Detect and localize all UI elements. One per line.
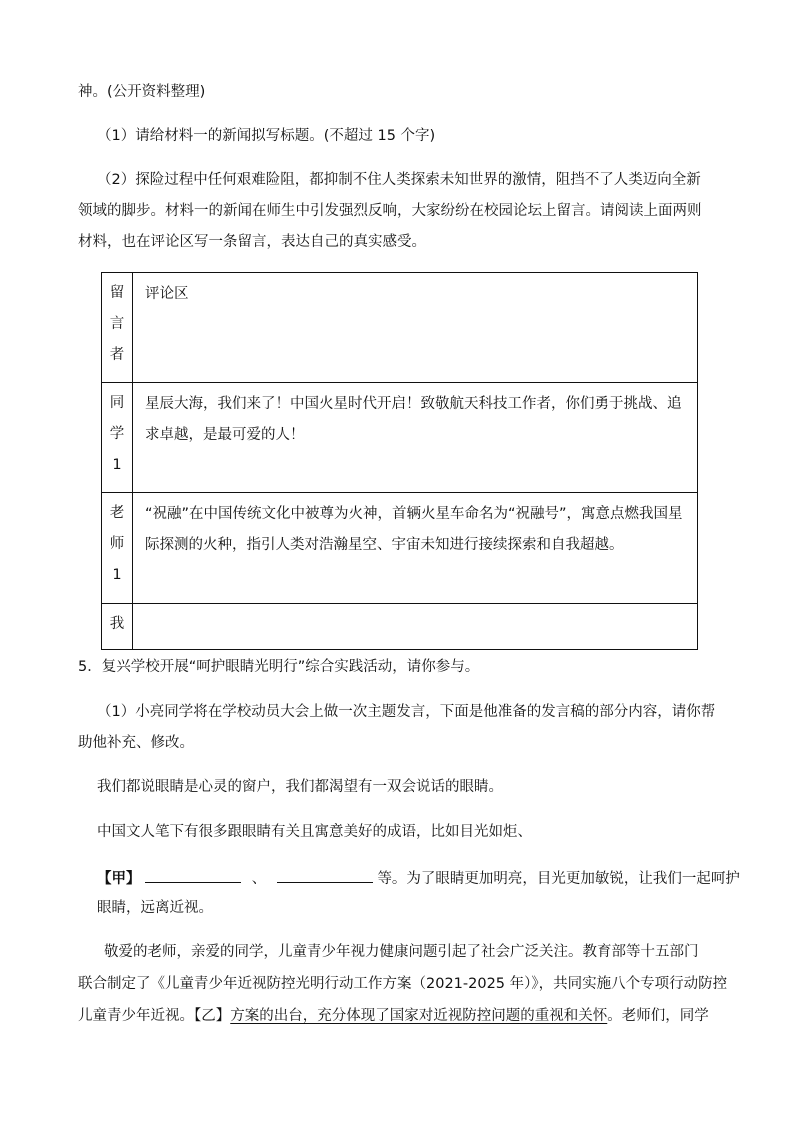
- idiom-blank-1[interactable]: [145, 866, 241, 883]
- paragraph-3-line-1: 敬爱的老师，亲爱的同学，儿童青少年视力健康问题引起了社会广泛关注。教育部等十五部门: [104, 944, 699, 960]
- comment-table: [101, 272, 698, 650]
- question-2-line-3: 材料，也在评论区写一条留言，表达自己的真实感受。: [78, 234, 426, 250]
- question-5-1-line-1: （1）小亮同学将在学校动员大会上做一次主题发言，下面是他准备的发言稿的部分内容，请你帮: [97, 704, 716, 720]
- yi-underlined-sentence: 方案的出台，充分体现了国家对近视防控问题的重视和关怀: [230, 1008, 608, 1024]
- commenter-teacher-1: 老 师 1: [109, 505, 125, 583]
- yi-label: 【乙】: [194, 1008, 231, 1024]
- table-header-row: [102, 273, 698, 383]
- row-commenter: [102, 604, 133, 650]
- paragraph-3-line-3-end: 。老师们，同学: [607, 1008, 709, 1024]
- header-comment-area: 评论区: [133, 273, 698, 383]
- comment-student-1: 星辰大海，我们来了！中国火星时代开启！致敬航天科技工作者，你们勇于挑战、追求卓越，是最可爱的人！: [133, 383, 698, 493]
- speech-paragraph-1: 我们都说眼睛是心灵的窗户，我们都渴望有一双会说话的眼睛。: [97, 779, 503, 795]
- jia-line-2: 眼睛，远离近视。: [97, 900, 213, 916]
- table-row: [102, 604, 698, 650]
- header-commenter-label: 留 言 者: [109, 285, 125, 363]
- intro-tail: 神。(公开资料整理): [78, 84, 206, 100]
- paragraph-3-line-3: [78, 1006, 709, 1026]
- jia-label: 【甲】: [97, 871, 141, 887]
- comment-me-blank[interactable]: [133, 604, 698, 650]
- jia-line: [97, 866, 740, 889]
- row-commenter: [102, 493, 133, 604]
- paragraph-3-line-3-start: 儿童青少年近视。: [78, 1008, 194, 1024]
- speech-paragraph-2: 中国文人笔下有很多跟眼睛有关且寓意美好的成语，比如目光如炬、: [97, 824, 532, 840]
- jia-separator: 、: [251, 871, 267, 887]
- question-2-line-2: 领域的脚步。材料一的新闻在师生中引发强烈反响，大家纷纷在校园论坛上留言。请阅读上面两则: [78, 203, 702, 219]
- header-commenter: [102, 273, 133, 383]
- comment-teacher-1: “祝融”在中国传统文化中被尊为火神，首辆火星车命名为“祝融号”，寓意点燃我国星际探测的火种，指引人类对浩瀚星空、宇宙未知进行接续探索和自我超越。: [133, 493, 698, 604]
- question-2-line-1: （2）探险过程中任何艰难险阻，都抑制不住人类探索未知世界的激情，阻挡不了人类迈向全新: [97, 172, 701, 188]
- question-5: 5．复兴学校开展“呵护眼睛光明行”综合实践活动，请你参与。: [78, 659, 480, 675]
- question-5-1-line-2: 助他补充、修改。: [78, 735, 194, 751]
- commenter-me: 我: [109, 616, 125, 632]
- commenter-student-1: 同 学 1: [109, 395, 125, 473]
- jia-after-text: 等。为了眼睛更加明亮，目光更加敏锐，让我们一起呵护: [377, 871, 740, 887]
- paragraph-3-line-2: 联合制定了《儿童青少年近视防控光明行动工作方案（2021-2025 年）》，共同实施八个专项行动防控: [78, 976, 728, 992]
- question-1: （1）请给材料一的新闻拟写标题。(不超过 15 个字): [97, 128, 436, 144]
- table-row: [102, 493, 698, 604]
- idiom-blank-2[interactable]: [277, 866, 373, 883]
- row-commenter: [102, 383, 133, 493]
- table-row: [102, 383, 698, 493]
